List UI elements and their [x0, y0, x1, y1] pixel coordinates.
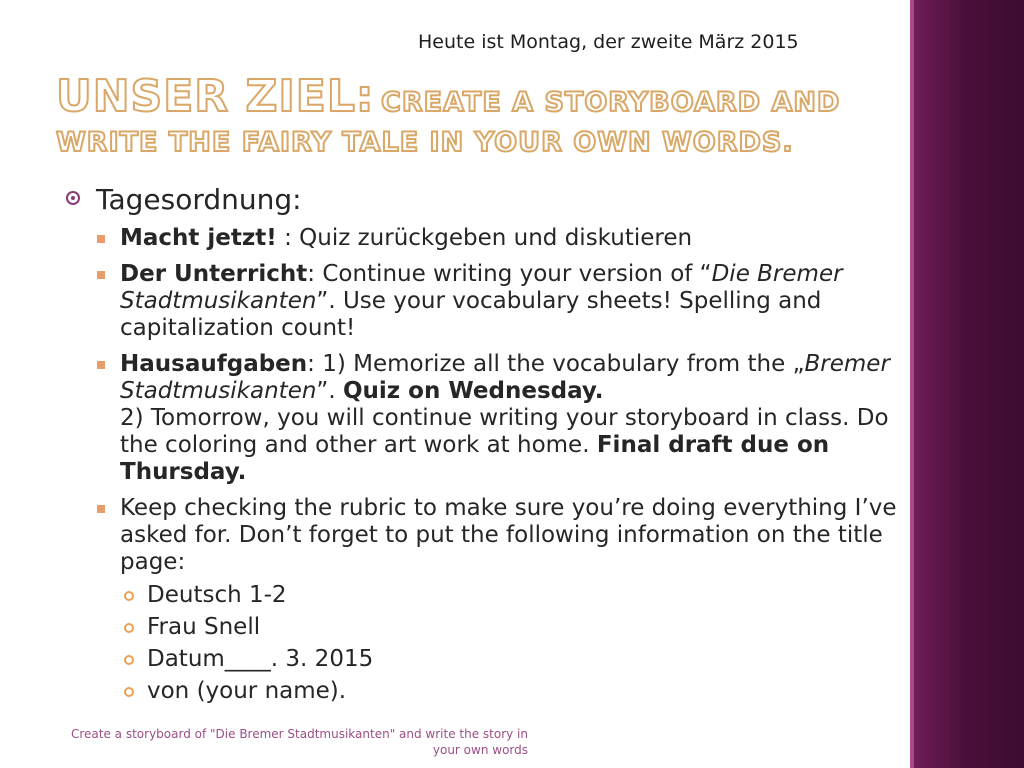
item-title-italic: Bremer Stadtmusikanten [120, 350, 890, 404]
item-text: ”. Use your vocabulary sheets! Spelling and capitalization count! [120, 287, 822, 341]
ring-bullet-icon [124, 623, 134, 633]
title-line-2: WRITE THE FAIRY TALE IN YOUR OWN WORDS. [56, 127, 794, 158]
agenda-heading [66, 183, 906, 217]
slide-footer: Create a storyboard of "Die Bremer Stadtmusikanten" and write the story in your own words [70, 727, 528, 757]
ring-bullet-icon [124, 655, 134, 665]
sub-item [147, 646, 906, 673]
final-draft-note: Final draft due on Thursday. [120, 431, 830, 485]
sub-item [147, 678, 906, 705]
slide-content [66, 183, 906, 714]
sub-item-text: Datum____. 3. 2015 [147, 645, 374, 672]
square-bullet-icon [97, 505, 105, 513]
square-bullet-icon [97, 271, 105, 279]
item-text: : Continue writing your version of “ [307, 260, 712, 287]
title-main: UNSER ZIEL: [56, 71, 375, 122]
square-bullet-icon [97, 235, 105, 243]
target-bullet-icon [66, 191, 80, 205]
sub-item [147, 582, 906, 609]
sub-item-text: von (your name). [147, 677, 347, 704]
item-title-italic: Die Bremer Stadtmusikanten [120, 260, 843, 314]
date-line: Heute ist Montag, der zweite März 2015 [418, 31, 799, 53]
item-text: : Quiz zurückgeben und diskutieren [276, 224, 693, 251]
item-text: Keep checking the rubric to make sure you’re doing everything I’ve asked for. Don’t forget to put the following information on the title page: [120, 494, 897, 575]
agenda-item-unterricht [120, 261, 906, 342]
square-bullet-icon [97, 361, 105, 369]
item-label: Der Unterricht [120, 260, 308, 287]
sub-item [147, 614, 906, 641]
ring-bullet-icon [124, 687, 134, 697]
agenda-item-rubric [120, 495, 906, 705]
sub-item-text: Frau Snell [147, 613, 261, 640]
slide-title [56, 71, 906, 158]
agenda-list [66, 225, 906, 705]
sidebar-band [914, 0, 1024, 768]
item-label: Hausaufgaben [120, 350, 308, 377]
item-label: Macht jetzt! [120, 224, 277, 251]
ring-bullet-icon [124, 591, 134, 601]
agenda-item-macht-jetzt [120, 225, 906, 252]
agenda-item-hausaufgaben [120, 351, 906, 486]
item-text: : 1) Memorize all the vocabulary from the „ [307, 350, 805, 377]
title-page-info-list [120, 582, 906, 705]
title-rest: CREATE A STORYBOARD AND [381, 87, 841, 118]
sub-item-text: Deutsch 1-2 [147, 581, 287, 608]
quiz-note: Quiz on Wednesday. [342, 377, 604, 404]
item-text: ”. [316, 377, 343, 404]
agenda-heading-text: Tagesordnung: [96, 183, 302, 216]
item-text: 2) Tomorrow, you will continue writing your storyboard in class. Do the coloring and other art work at home. [120, 404, 889, 458]
